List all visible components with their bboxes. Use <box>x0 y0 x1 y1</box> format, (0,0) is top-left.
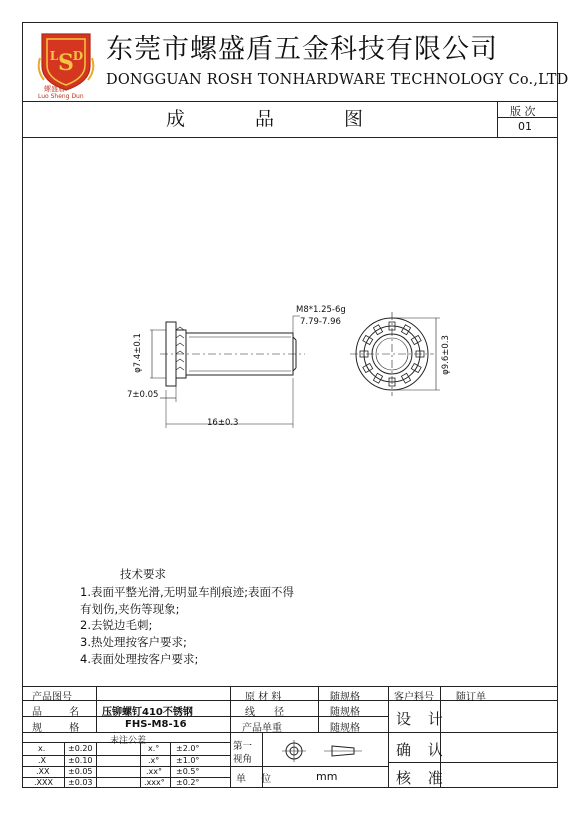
company-name-en: DONGGUAN ROSH TONHARDWARE TECHNOLOGY Co.,LTD <box>106 72 569 88</box>
header-divider <box>22 101 558 102</box>
svg-text:D: D <box>72 49 84 63</box>
customer-no-label: 客户料号 <box>394 692 434 703</box>
first-angle-projection-symbol <box>276 738 376 764</box>
table-col-line <box>388 686 389 788</box>
tol-angle-key: .xx° <box>146 767 163 776</box>
table-col-line <box>64 742 65 788</box>
sheet-title: 成品图 <box>166 108 434 130</box>
logo-subtext: Luo Sheng Dun <box>38 93 84 100</box>
notes-line-5: 4.表面处理按客户要求; <box>80 652 199 666</box>
notes-title: 技术要求 <box>120 567 166 581</box>
table-col-line <box>230 686 231 788</box>
wire-value: 随规格 <box>330 707 360 718</box>
part-drawing <box>110 300 450 440</box>
dim-length: 16±0.3 <box>207 418 239 428</box>
dim-outer-diameter: φ9.6±0.3 <box>440 335 451 375</box>
notes-line-1: 1.表面平整光滑,无明显车削痕迹;表面不得 <box>80 585 295 599</box>
table-col-line <box>318 686 319 732</box>
version-value: 01 <box>518 120 532 133</box>
name-value: 压铆螺钉410不锈钢 <box>102 707 193 718</box>
tol-val: ±0.10 <box>68 756 93 765</box>
dim-head-thickness: 7±0.05 <box>127 390 159 400</box>
material-label: 原 材 料 <box>245 692 282 703</box>
tol-angle-key: .xxx° <box>144 778 165 787</box>
tol-angle-key: x.° <box>148 744 160 753</box>
tol-val: ±0.20 <box>68 744 93 753</box>
approve-label: 核 准 <box>396 769 449 787</box>
dim-thread-spec: M8*1.25-6g <box>296 305 346 315</box>
svg-text:L: L <box>49 49 59 63</box>
weight-value: 随规格 <box>330 723 360 734</box>
table-top <box>22 686 558 687</box>
svg-text:S: S <box>58 50 74 76</box>
table-row-line <box>388 732 558 733</box>
wire-label: 线 径 <box>245 707 293 718</box>
version-label: 版 次 <box>510 105 536 118</box>
dim-thread-range: 7.79-7.96 <box>300 317 341 327</box>
tol-val: ±0.03 <box>68 778 93 787</box>
design-label: 设 计 <box>396 710 449 728</box>
tol-key: .X <box>38 756 47 765</box>
tolerance-title: 未注公差 <box>110 736 147 746</box>
customer-no-value: 随订单 <box>456 692 486 703</box>
title-bottom-line <box>22 137 558 138</box>
tol-angle-val: ±0.2° <box>176 778 200 787</box>
product-no-label: 产品图号 <box>32 692 72 703</box>
spec-value: FHS-M8-16 <box>125 719 187 730</box>
spec-label: 规 格 <box>32 723 92 734</box>
angle-label: 第一视角 <box>233 741 253 765</box>
tol-angle-key: .x° <box>148 756 160 765</box>
tol-val: ±0.05 <box>68 767 93 776</box>
confirm-label: 确 认 <box>396 741 449 759</box>
weight-label: 产品单重 <box>242 723 282 734</box>
name-label: 品 名 <box>32 707 92 718</box>
table-col-line <box>96 686 97 732</box>
tol-angle-val: ±1.0° <box>176 756 200 765</box>
tol-key: x. <box>38 744 46 753</box>
notes-line-3: 2.去锐边毛刺; <box>80 618 153 632</box>
tol-key: .XX <box>36 767 50 776</box>
unit-value: mm <box>316 770 338 783</box>
version-divider <box>497 101 498 137</box>
material-value: 随规格 <box>330 692 360 703</box>
company-name-cn: 东莞市螺盛盾五金科技有限公司 <box>106 34 498 65</box>
tol-key: .XXX <box>34 778 53 787</box>
notes-line-4: 3.热处理按客户要求; <box>80 635 187 649</box>
table-row-line <box>230 766 388 767</box>
table-col-line <box>170 742 171 788</box>
dim-head-diameter: φ7.4±0.1 <box>132 333 143 373</box>
table-col-line <box>96 742 97 788</box>
tol-angle-val: ±0.5° <box>176 767 200 776</box>
notes-line-2: 有划伤,夹伤等现象; <box>80 602 180 616</box>
unit-label: 单 位 <box>236 774 278 785</box>
tol-angle-val: ±2.0° <box>176 744 200 753</box>
logo-text: 螺盛盾 <box>44 85 65 93</box>
table-row-line <box>388 762 558 763</box>
table-col-line <box>140 742 141 788</box>
